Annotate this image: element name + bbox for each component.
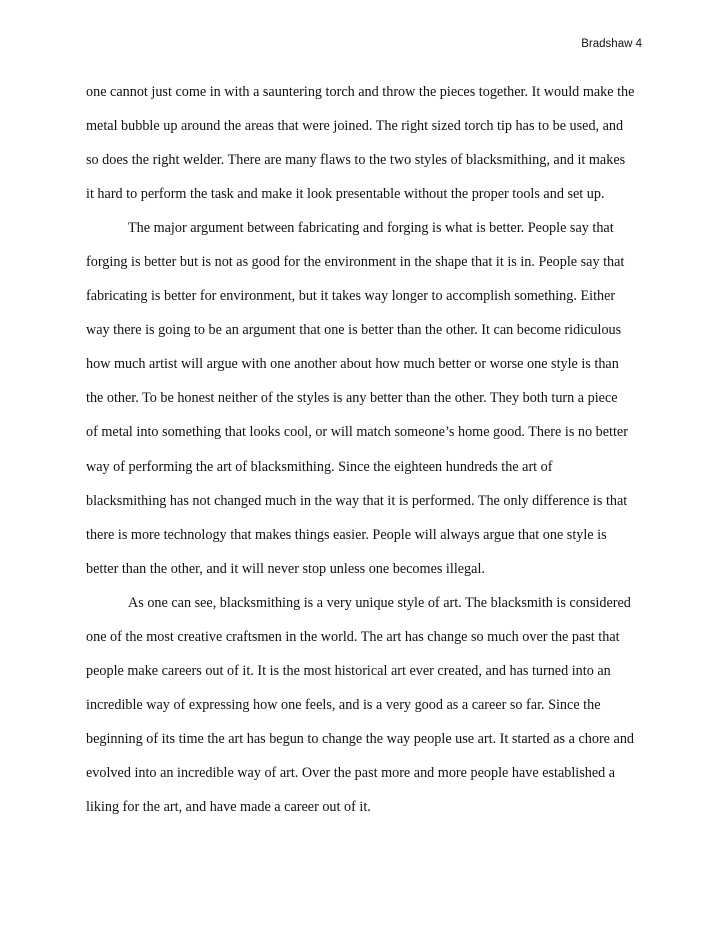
text-line: As one can see, blacksmithing is a very unique style of art. The blacksmith is considered xyxy=(128,594,631,611)
paragraph-3 xyxy=(86,593,646,831)
text-line: The major argument between fabricating and forging is what is better. People say that xyxy=(128,220,614,237)
text-line: there is more technology that makes things easier. People will always argue that one style is xyxy=(86,526,607,543)
text-line: one of the most creative craftsmen in the world. The art has change so much over the past that xyxy=(86,628,620,645)
text-line: fabricating is better for environment, but it takes way longer to accomplish something. Either xyxy=(86,288,616,305)
text-line: way there is going to be an argument that one is better than the other. It can become ridiculous xyxy=(86,322,622,339)
text-line: so does the right welder. There are many flaws to the two styles of blacksmithing, and it makes xyxy=(86,152,626,169)
paragraph-1 xyxy=(86,82,646,218)
text-line: of metal into something that looks cool, or will match someone’s home good. There is no better xyxy=(86,424,628,441)
text-line: evolved into an incredible way of art. Over the past more and more people have established a xyxy=(86,764,616,781)
text-line: incredible way of expressing how one feels, and is a very good as a career so far. Since the xyxy=(86,696,601,713)
text-line: how much artist will argue with one another about how much better or worse one style is than xyxy=(86,356,619,373)
text-line: the other. To be honest neither of the styles is any better than the other. They both turn a piece xyxy=(86,390,618,407)
text-line: metal bubble up around the areas that were joined. The right sized torch tip has to be used, and xyxy=(86,118,624,135)
text-line: people make careers out of it. It is the most historical art ever created, and has turned into an xyxy=(86,662,611,679)
text-line: one cannot just come in with a sauntering torch and throw the pieces together. It would make the xyxy=(86,84,635,100)
text-line: way of performing the art of blacksmithing. Since the eighteen hundreds the art of xyxy=(86,458,553,475)
text-line: it hard to perform the task and make it look presentable without the proper tools and set up. xyxy=(86,186,605,203)
text-line: beginning of its time the art has begun to change the way people use art. It started as a chore and xyxy=(86,730,635,747)
text-line: better than the other, and it will never stop unless one becomes illegal. xyxy=(86,560,485,577)
text-line: liking for the art, and have made a career out of it. xyxy=(86,798,371,815)
text-line: blacksmithing has not changed much in the way that it is performed. The only difference is that xyxy=(86,492,628,509)
body-text xyxy=(86,82,646,831)
paragraph-2 xyxy=(86,218,646,593)
running-head: Bradshaw 4 xyxy=(581,38,642,50)
text-line: forging is better but is not as good for the environment in the shape that it is in. People say that xyxy=(86,254,625,271)
